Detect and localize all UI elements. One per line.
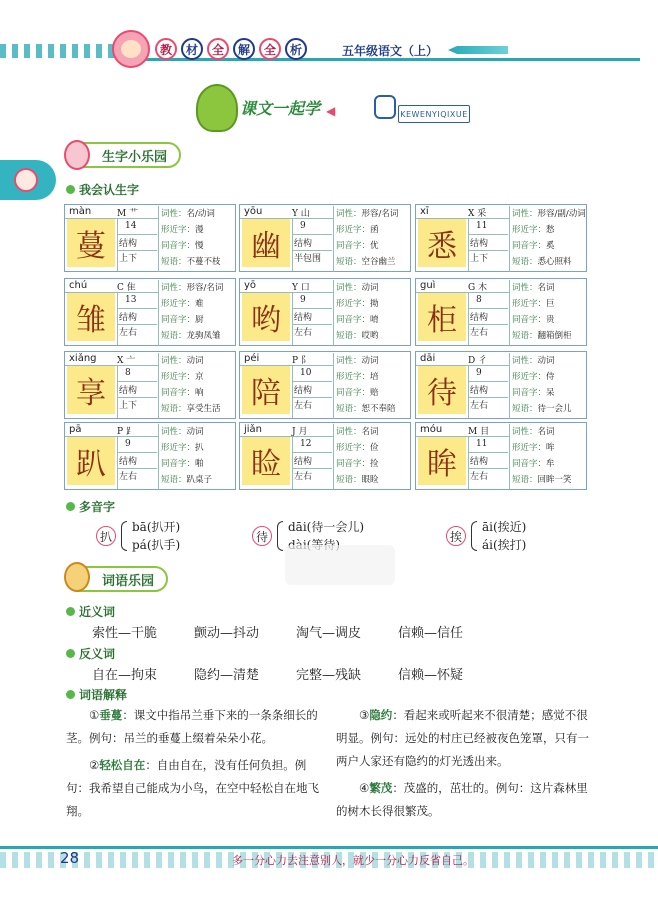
section-title: 生字小乐园 [66,142,181,168]
book-title [155,38,307,60]
card-index-radical: G 木 [468,283,488,293]
card-info: 词性：动词 形近字：培 同音字：赔 短语：恕不奉陪 [333,353,411,419]
card-info: 词性：动词 形近字：拗 同音字：唷 短语：哎哟 [333,280,411,346]
banner-pinyin: KEWENYIQIXUE [398,105,470,123]
card-index-radical: Y 口 [292,283,310,293]
card-strokes: 9 [300,221,306,231]
mascot-icon [64,562,90,592]
polyphone-readings: āi(挨近) ái(挨打) [482,520,527,552]
card-info: 词性：形容/名词 形近字：难 同音字：厨 短语：龙驹凤雏 [158,280,236,346]
card-strokes: 14 [125,221,137,231]
card-pinyin: xiǎng [69,353,97,364]
card-structure: 上下 [470,254,489,264]
polyphone-group [96,518,180,554]
brace-icon [121,521,127,551]
card-strokes: 9 [125,439,131,449]
polyphone-group [446,518,526,554]
card-strokes: 9 [476,368,482,378]
card-structure-label: 结构 [294,313,313,323]
card-structure: 左右 [119,328,138,338]
card-character: 柜 [418,293,466,341]
title-char: 教 [155,38,177,60]
synonym-pair: 淘气—调皮 [296,626,362,641]
explanation-item: ②轻松自在：自由自在，没有任何负担。例句：我希望自己能成为小鸟，在空中轻松自在地飞翔。 [66,758,319,818]
card-index-radical: X 采 [468,209,487,219]
polyphone-readings: dāi(待一会儿) [288,520,365,534]
title-char: 全 [207,38,229,60]
card-character: 享 [67,366,115,414]
card-pinyin: chú [69,280,88,291]
banner-title: 课文一起学 [240,99,321,118]
card-info: 词性：名词 形近字：哞 同音字：牟 短语：回眸一笑 [509,424,587,490]
card-structure: 左右 [294,472,313,482]
arrow-icon: ◀ [326,104,336,118]
card-structure-label: 结构 [119,457,138,467]
card-character: 睑 [242,437,290,485]
synonym-pair: 颤动—抖动 [194,626,260,641]
card-structure-label: 结构 [294,239,313,249]
character-card [239,422,411,490]
title-char: 材 [181,38,203,60]
antonym-pair: 信赖—怀疑 [398,668,464,683]
explanation-column-left [66,704,326,823]
character-card [64,351,236,419]
explanation-item: ③隐约：看起来或听起来不很清楚；感觉不很明显。例句：远处的村庄已经被夜色笼罩，只有一两户人家还有隐约的灯光透出来。 [336,708,589,768]
card-character: 趴 [67,437,115,485]
synonym-pair: 索性—干脆 [92,626,158,641]
card-structure: 左右 [470,401,489,411]
header-pattern [0,44,120,58]
card-pinyin: dāi [420,353,436,364]
card-info: 词性：动词 形近字：侍 同音字：呆 短语：待一会儿 [509,353,587,419]
bullet-heading: 多音字 [66,498,115,515]
card-structure-label: 结构 [470,457,489,467]
character-card [415,422,587,490]
card-character: 陪 [242,366,290,414]
card-pinyin: móu [420,424,443,435]
card-info: 词性：名词 形近字：俭 同音字：捡 短语：眼睑 [333,424,411,490]
polyphone-char: 挨 [446,526,466,546]
character-card [415,204,587,272]
mascot-face-icon [14,168,38,192]
card-index-radical: P 阝 [292,356,310,366]
card-character: 眸 [418,437,466,485]
card-strokes: 13 [125,295,137,305]
bullet-heading: 反义词 [66,645,115,662]
polyphone-readings: bā(扒开) pá(扒手) [132,520,181,552]
character-card [239,351,411,419]
character-card [64,422,236,490]
card-strokes: 8 [125,368,131,378]
card-index-radical: J 月 [292,427,308,437]
card-structure: 上下 [119,401,138,411]
card-pinyin: xī [420,206,429,217]
card-structure-label: 结构 [119,239,138,249]
header-mascot-face-icon [121,40,141,58]
card-strokes: 11 [476,221,488,231]
card-index-radical: M 艹 [117,209,139,219]
card-info: 词性：形容/名词 形近字：函 同音字：优 短语：空谷幽兰 [333,206,411,272]
card-character: 悉 [418,219,466,267]
grade-label: 五年级语文（上） [342,44,439,58]
card-pinyin: yō [244,280,257,291]
banner-mascot-icon [196,84,238,132]
card-structure: 左右 [294,328,313,338]
card-index-radical: D 彳 [468,356,488,366]
footer-quote: 多一分心力去注意别人，就少一分心力反省自己。 [232,854,474,867]
footer-rule [0,846,658,849]
card-structure: 左右 [119,472,138,482]
card-character: 雏 [67,293,115,341]
watermark [285,545,395,585]
card-info: 词性：动词 形近字：京 同音字：响 短语：享受生活 [158,353,236,419]
card-character: 蔓 [67,219,115,267]
card-pinyin: péi [244,353,260,364]
bullet-heading: 近义词 [66,603,115,620]
antonym-pair: 完整—残缺 [296,668,362,683]
character-card [64,278,236,346]
card-structure: 上下 [119,254,138,264]
character-card [415,278,587,346]
card-index-radical: P ⻊ [117,427,135,437]
antonym-list [92,664,500,683]
card-structure: 左右 [470,328,489,338]
card-structure-label: 结构 [119,386,138,396]
card-strokes: 10 [300,368,312,378]
explanation-item: ④繁茂：茂盛的，茁壮的。例句：这片森林里的树木长得很繁茂。 [336,781,588,818]
card-index-radical: C 隹 [117,283,136,293]
polyphone-char: 扒 [96,526,116,546]
synonym-pair: 信赖—信任 [398,626,464,641]
character-card [239,204,411,272]
title-char: 析 [285,38,307,60]
card-info: 词性：动词 形近字：扒 同音字：啪 短语：趴桌子 [158,424,236,490]
title-char: 解 [233,38,255,60]
brace-icon [471,521,477,551]
card-structure-label: 结构 [119,313,138,323]
card-pinyin: guì [420,280,436,291]
bullet-heading: 词语解释 [66,686,127,703]
pencil-icon [448,46,508,54]
card-structure-label: 结构 [470,386,489,396]
card-strokes: 12 [300,439,312,449]
section-title: 词语乐园 [66,566,168,592]
card-strokes: 9 [300,295,306,305]
card-pinyin: yōu [244,206,263,217]
character-card [415,351,587,419]
synonym-list [92,622,500,641]
explanation-column-right [336,704,596,823]
hand-icon [374,95,396,119]
brace-icon [277,521,283,551]
card-character: 哟 [242,293,290,341]
character-card [239,278,411,346]
card-structure: 左右 [470,472,489,482]
card-strokes: 8 [476,295,482,305]
card-structure-label: 结构 [294,457,313,467]
card-index-radical: Y 山 [292,209,310,219]
card-structure: 左右 [294,401,313,411]
antonym-pair: 自在—拘束 [92,668,158,683]
bullet-heading: 我会认生字 [66,181,139,198]
character-card [64,204,236,272]
card-index-radical: M 目 [468,427,490,437]
card-structure: 半包围 [294,254,322,264]
antonym-pair: 隐约—清楚 [194,668,260,683]
card-structure-label: 结构 [294,386,313,396]
card-character: 幽 [242,219,290,267]
card-pinyin: màn [69,206,92,217]
polyphone-char: 待 [252,526,272,546]
card-info: 词性：形容/副/动词 形近字：愁 同音字：奚 短语：悉心照料 [509,206,587,272]
card-structure-label: 结构 [470,239,489,249]
card-structure-label: 结构 [470,313,489,323]
title-char: 全 [259,38,281,60]
card-index-radical: X 亠 [117,356,136,366]
card-character: 待 [418,366,466,414]
page-number: 28 [60,849,80,867]
card-strokes: 11 [476,439,488,449]
explanation-item: ①垂蔓：课文中指吊兰垂下来的一条条细长的茎。例句：吊兰的垂蔓上缀着朵朵小花。 [66,708,318,745]
card-pinyin: jiǎn [244,424,263,435]
mascot-icon [64,140,90,170]
card-info: 词性：名词 形近字：巨 同音字：贵 短语：翻箱倒柜 [509,280,587,346]
card-pinyin: pā [69,424,82,435]
card-info: 词性：名/动词 形近字：漫 同音字：慢 短语：不蔓不枝 [158,206,236,272]
